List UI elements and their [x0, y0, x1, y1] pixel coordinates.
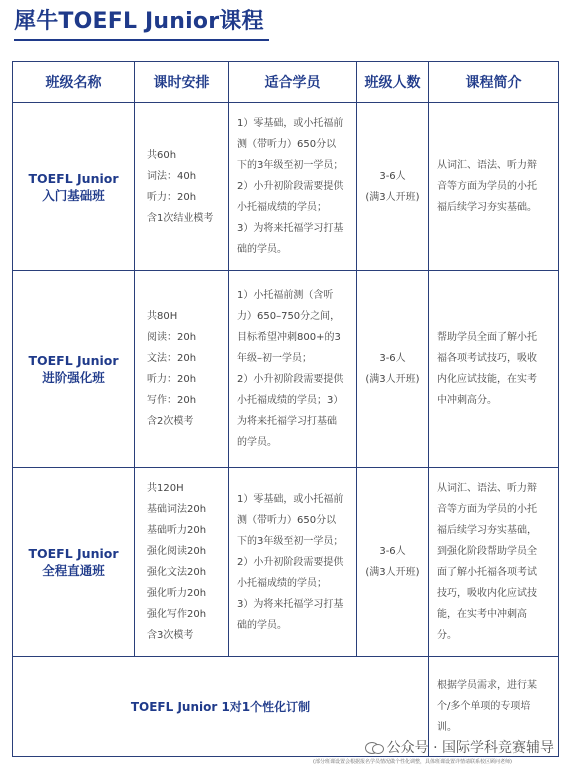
watermark	[365, 737, 554, 757]
footnote: (部分班课设置会根据报名学员情况做个性化调整，具体班课设置详情请联系校区顾问老师)	[313, 759, 512, 765]
intro-cell: 帮助学员全面了解小托 福各项考试技巧，吸收 内化应试技能，在实考 中冲刺高分。	[429, 271, 559, 468]
schedule-cell: 共60h 词法：40h 听力：20h 含1次结业模考	[135, 103, 229, 271]
wechat-icon	[365, 740, 383, 754]
title-underline	[14, 39, 269, 41]
target-cell: 1）零基础，或小托福前 测（带听力）650分以 下的3年级至初一学员； 2）小升初阶段需要提供 小托福成绩的学员； 3）为将来托福学习打基 础的学员。	[229, 103, 357, 271]
table-row	[13, 468, 559, 657]
class-name-cell: TOEFL Junior 全程直通班	[13, 468, 135, 657]
table-row	[13, 103, 559, 271]
header-schedule: 课时安排	[135, 62, 229, 103]
header-intro: 课程简介	[429, 62, 559, 103]
schedule-cell: 共120H 基础词法20h 基础听力20h 强化阅读20h 强化文法20h 强化听力20h 强化写作20h 含3次模考	[135, 468, 229, 657]
class-size-cell: 3-6人 (满3人开班)	[357, 271, 429, 468]
header-target: 适合学员	[229, 62, 357, 103]
target-cell: 1）小托福前测（含听 力）650–750分之间， 目标希望冲刺800+的3 年级–初一学员； 2）小升初阶段需要提供 小托福成绩的学员；3） 为将来托福学习打基础 的学员。	[229, 271, 357, 468]
intro-cell: 从词汇、语法、听力辩 音等方面为学员的小托 福后续学习夯实基础。	[429, 103, 559, 271]
table-row	[13, 271, 559, 468]
intro-cell: 从词汇、语法、听力辩 音等方面为学员的小托 福后续学习夯实基础， 到强化阶段帮助学员全 面了解小托福各项考试 技巧，吸收内化应试技 能，在实考中冲刺高 分。	[429, 468, 559, 657]
intro-cell: 根据学员需求，进行某 个/多个单项的专项培 训。	[429, 657, 559, 757]
class-name-cell: TOEFL Junior 进阶强化班	[13, 271, 135, 468]
header-class-size: 班级人数	[357, 62, 429, 103]
class-size-cell: 3-6人 (满3人开班)	[357, 468, 429, 657]
target-cell: 1）零基础，或小托福前 测（带听力）650分以 下的3年级至初一学员； 2）小升初阶段需要提供 小托福成绩的学员； 3）为将来托福学习打基 础的学员。	[229, 468, 357, 657]
course-table	[12, 61, 559, 757]
one-on-one-name-cell: TOEFL Junior 1对1个性化订制	[13, 657, 429, 757]
header-class-name: 班级名称	[13, 62, 135, 103]
class-name-cell: TOEFL Junior 入门基础班	[13, 103, 135, 271]
watermark-text: 公众号 · 国际学科竞赛辅导	[386, 740, 554, 756]
schedule-cell: 共80H 阅读：20h 文法：20h 听力：20h 写作：20h 含2次模考	[135, 271, 229, 468]
table-header-row	[13, 62, 559, 103]
class-size-cell: 3-6人 (满3人开班)	[357, 103, 429, 271]
page-title: 犀牛TOEFL Junior课程	[14, 9, 264, 34]
